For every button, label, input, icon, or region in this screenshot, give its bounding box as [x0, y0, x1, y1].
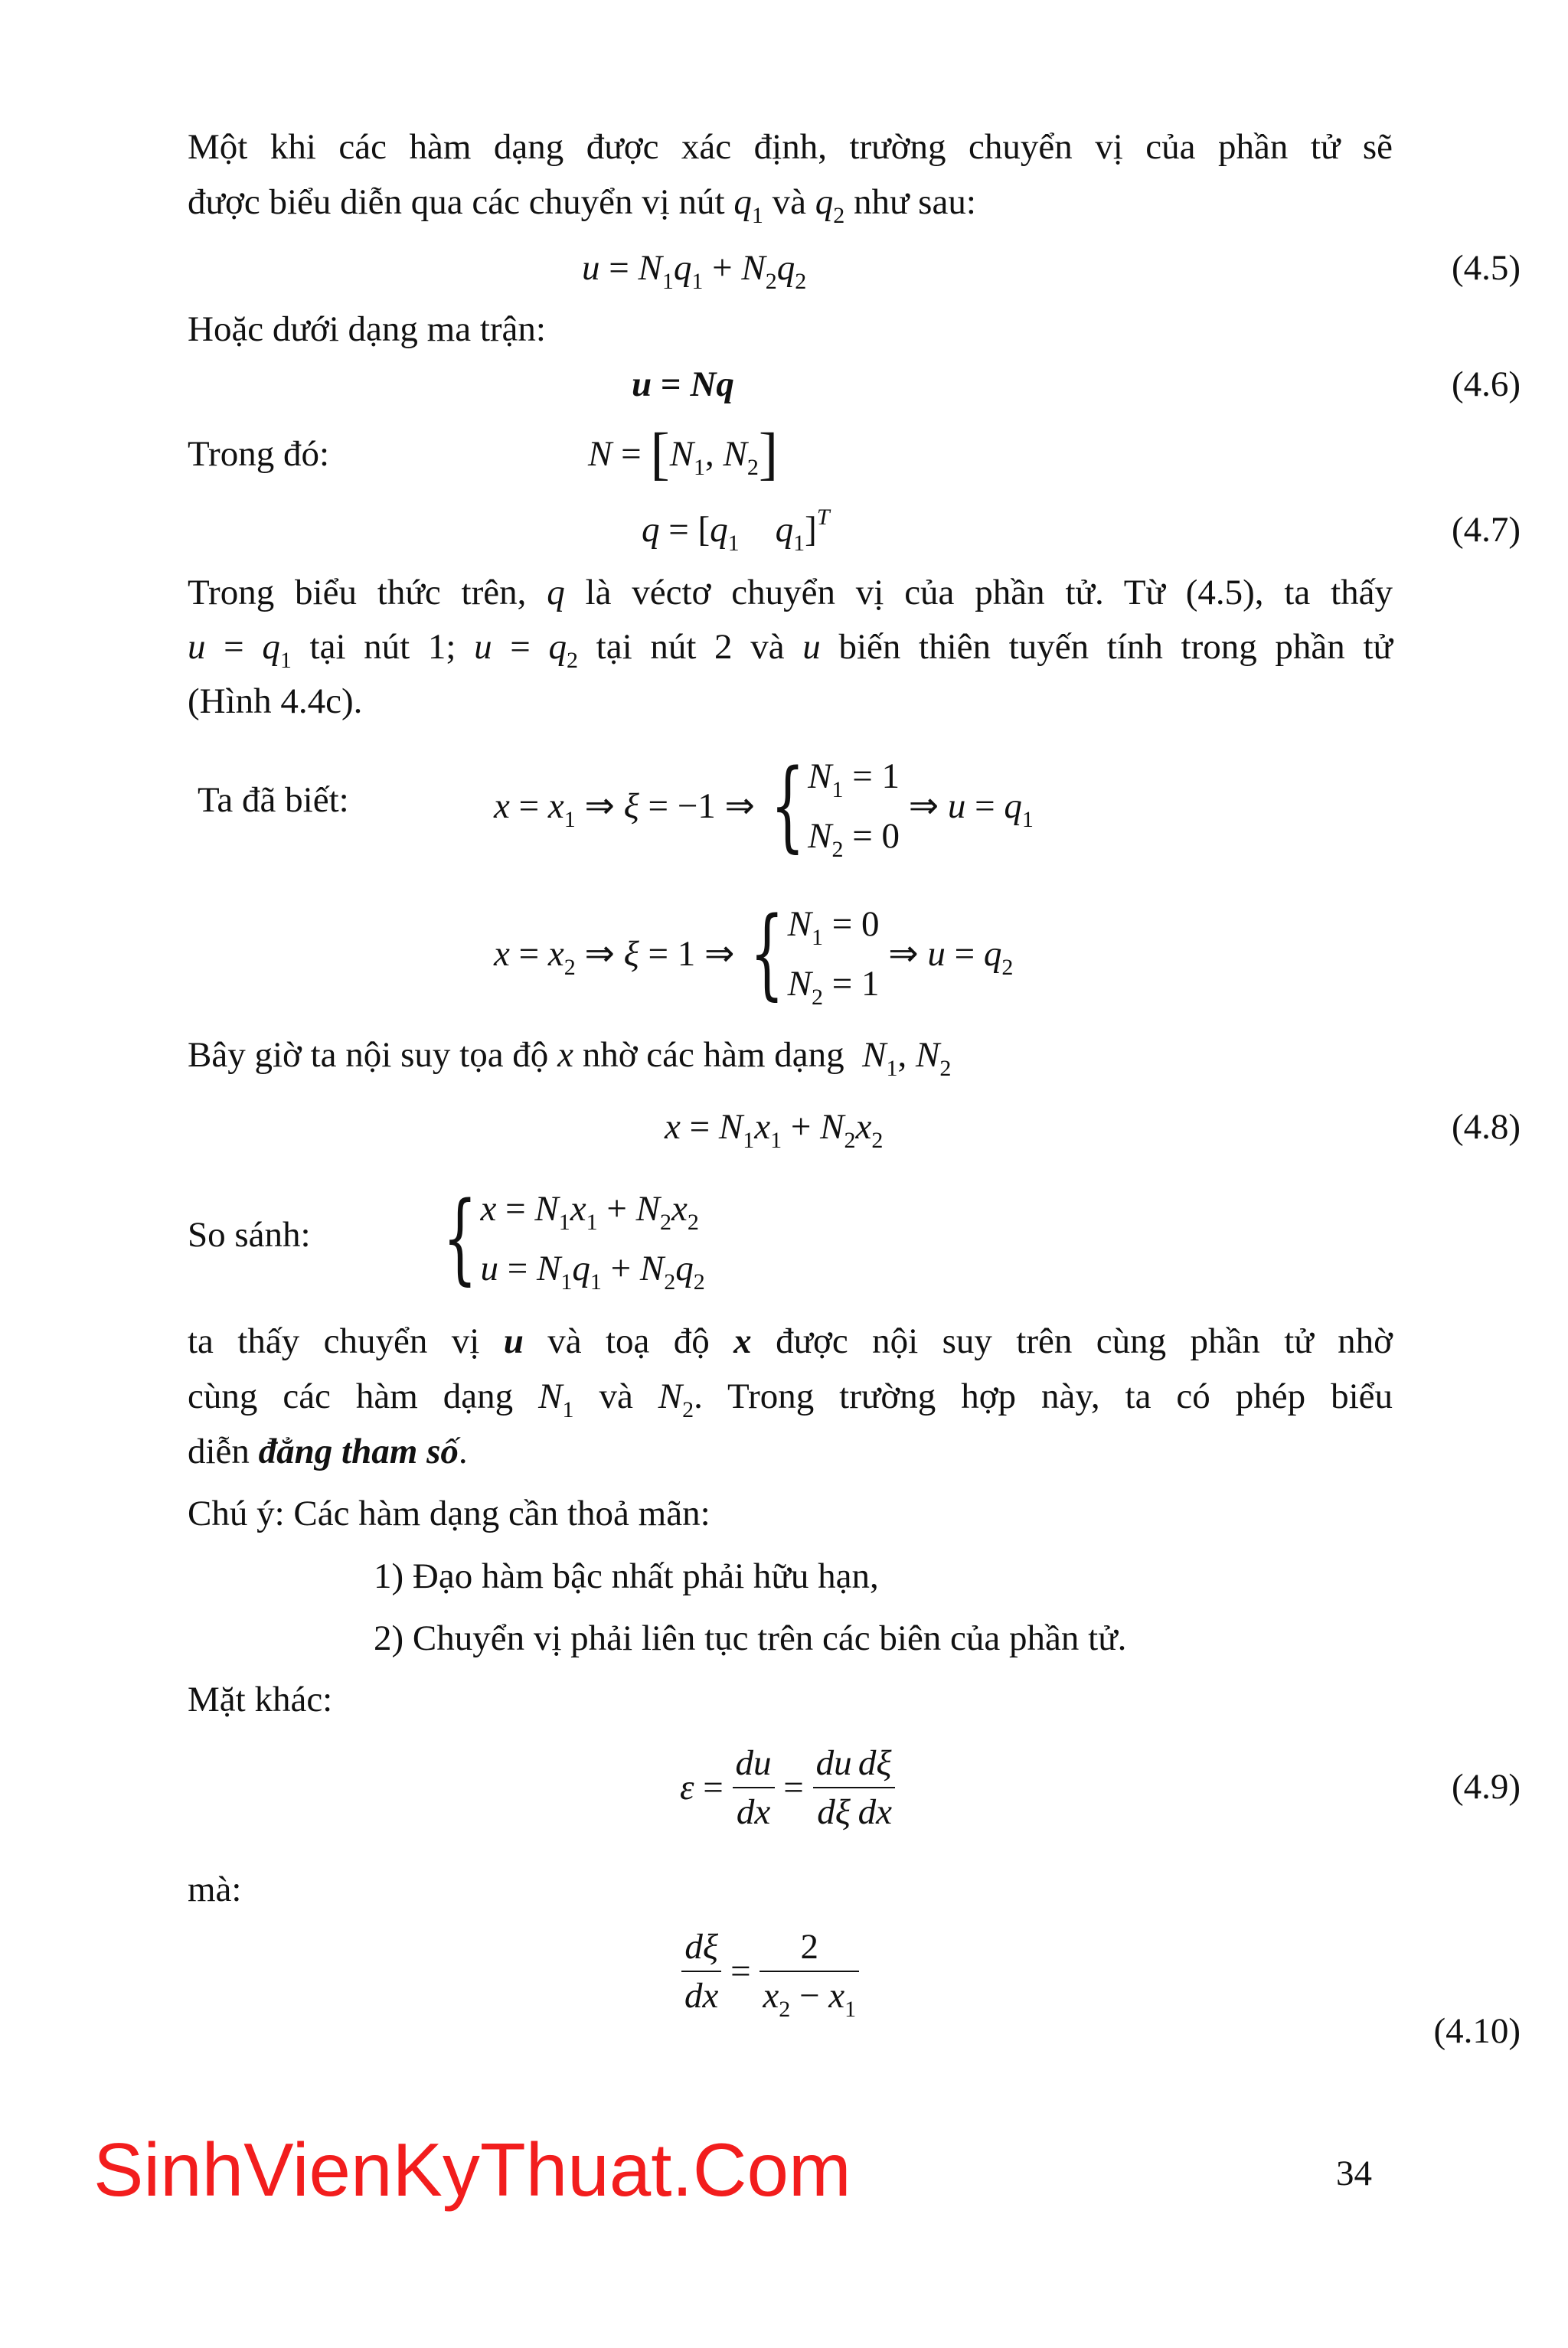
equation-4-6: u = Nq: [632, 364, 734, 404]
watermark-logo: SinhVienKyThuat.Com: [93, 2128, 851, 2212]
equation-node1-condition: $x = x_1$ ⇒ ξ = −1 ⇒ { $N_1 = 1$ $N_2 = 0$ ⇒ $u = q_1$: [494, 749, 1034, 863]
equation-N-vector: $N = [N_1$, $N_2$]: [588, 422, 779, 486]
text-line: So sánh:: [188, 1215, 311, 1255]
equation-4-10: $\frac{d\xi}{dx}$ = $\frac{2}{x_2 - x_1}$: [681, 1923, 859, 2020]
text-line: Chú ý: Các hàm dạng cần thoả mãn:: [188, 1494, 710, 1533]
text-line: Hoặc dưới dạng ma trận:: [188, 309, 546, 349]
text-line: Mặt khác:: [188, 1680, 333, 1719]
list-item: 2) Chuyển vị phải liên tục trên các biên của phần tử.: [374, 1618, 1127, 1658]
equation-number: (4.5): [1451, 248, 1521, 288]
text-line: được biểu diễn qua các chuyển vị nút $q_1$ và $q_2$ như sau:: [188, 182, 976, 228]
text-line: Trong đó:: [188, 434, 330, 474]
equation-number: (4.6): [1451, 364, 1521, 404]
text-line: Một khi các hàm dạng được xác định, trường chuyển vị của phần tử sẽ: [188, 127, 1393, 167]
text-line: (Hình 4.4c).: [188, 681, 363, 721]
equation-4-5: $u = N_1q_1 + N_2q_2$: [582, 248, 807, 294]
text-line: cùng các hàm dạng $N_1$ và $N_2$. Trong trường hợp này, ta có phép biểu: [188, 1376, 1393, 1422]
equation-4-8: $x = N_1x_1 + N_2x_2$: [665, 1107, 884, 1153]
equation-number: (4.8): [1451, 1107, 1521, 1147]
equation-compare-system: { $x = N_1x_1 + N_2x_2$ $u = N_1q_1 + N_2q_2$: [443, 1181, 705, 1295]
page-number: 34: [1336, 2154, 1372, 2193]
text-line: diễn đẳng tham số.: [188, 1432, 468, 1471]
text-line: Bây giờ ta nội suy tọa độ x nhờ các hàm dạng $N_1$, $N_2$: [188, 1035, 952, 1081]
equation-4-7: $q = [q_1$ $q_1]^T$: [642, 505, 830, 556]
text-line: Ta đã biết:: [198, 780, 349, 820]
equation-node2-condition: $x = x_2$ ⇒ ξ = 1 ⇒ { $N_1 = 0$ $N_2 = 1$ ⇒ $u = q_2$: [494, 896, 1014, 1011]
equation-number: (4.9): [1451, 1767, 1521, 1807]
equation-4-9: ε = $\frac{du}{dx}$ = $\frac{du}{d\xi}$ $\frac{d\xi}{dx}$: [680, 1739, 895, 1836]
text-line: $u = q_1$ tại nút 1; $u = q_2$ tại nút 2 và u biến thiên tuyến tính trong phần tử: [188, 627, 1393, 673]
text-line: Trong biểu thức trên, q là véctơ chuyển vị của phần tử. Từ (4.5), ta thấy: [188, 573, 1393, 612]
text-line: ta thấy chuyển vị u và toạ độ x được nội suy trên cùng phần tử nhờ: [188, 1321, 1393, 1361]
equation-number: (4.10): [1433, 2011, 1521, 2051]
text-line: mà:: [188, 1870, 242, 1909]
equation-number: (4.7): [1451, 510, 1521, 550]
list-item: 1) Đạo hàm bậc nhất phải hữu hạn,: [374, 1556, 879, 1596]
